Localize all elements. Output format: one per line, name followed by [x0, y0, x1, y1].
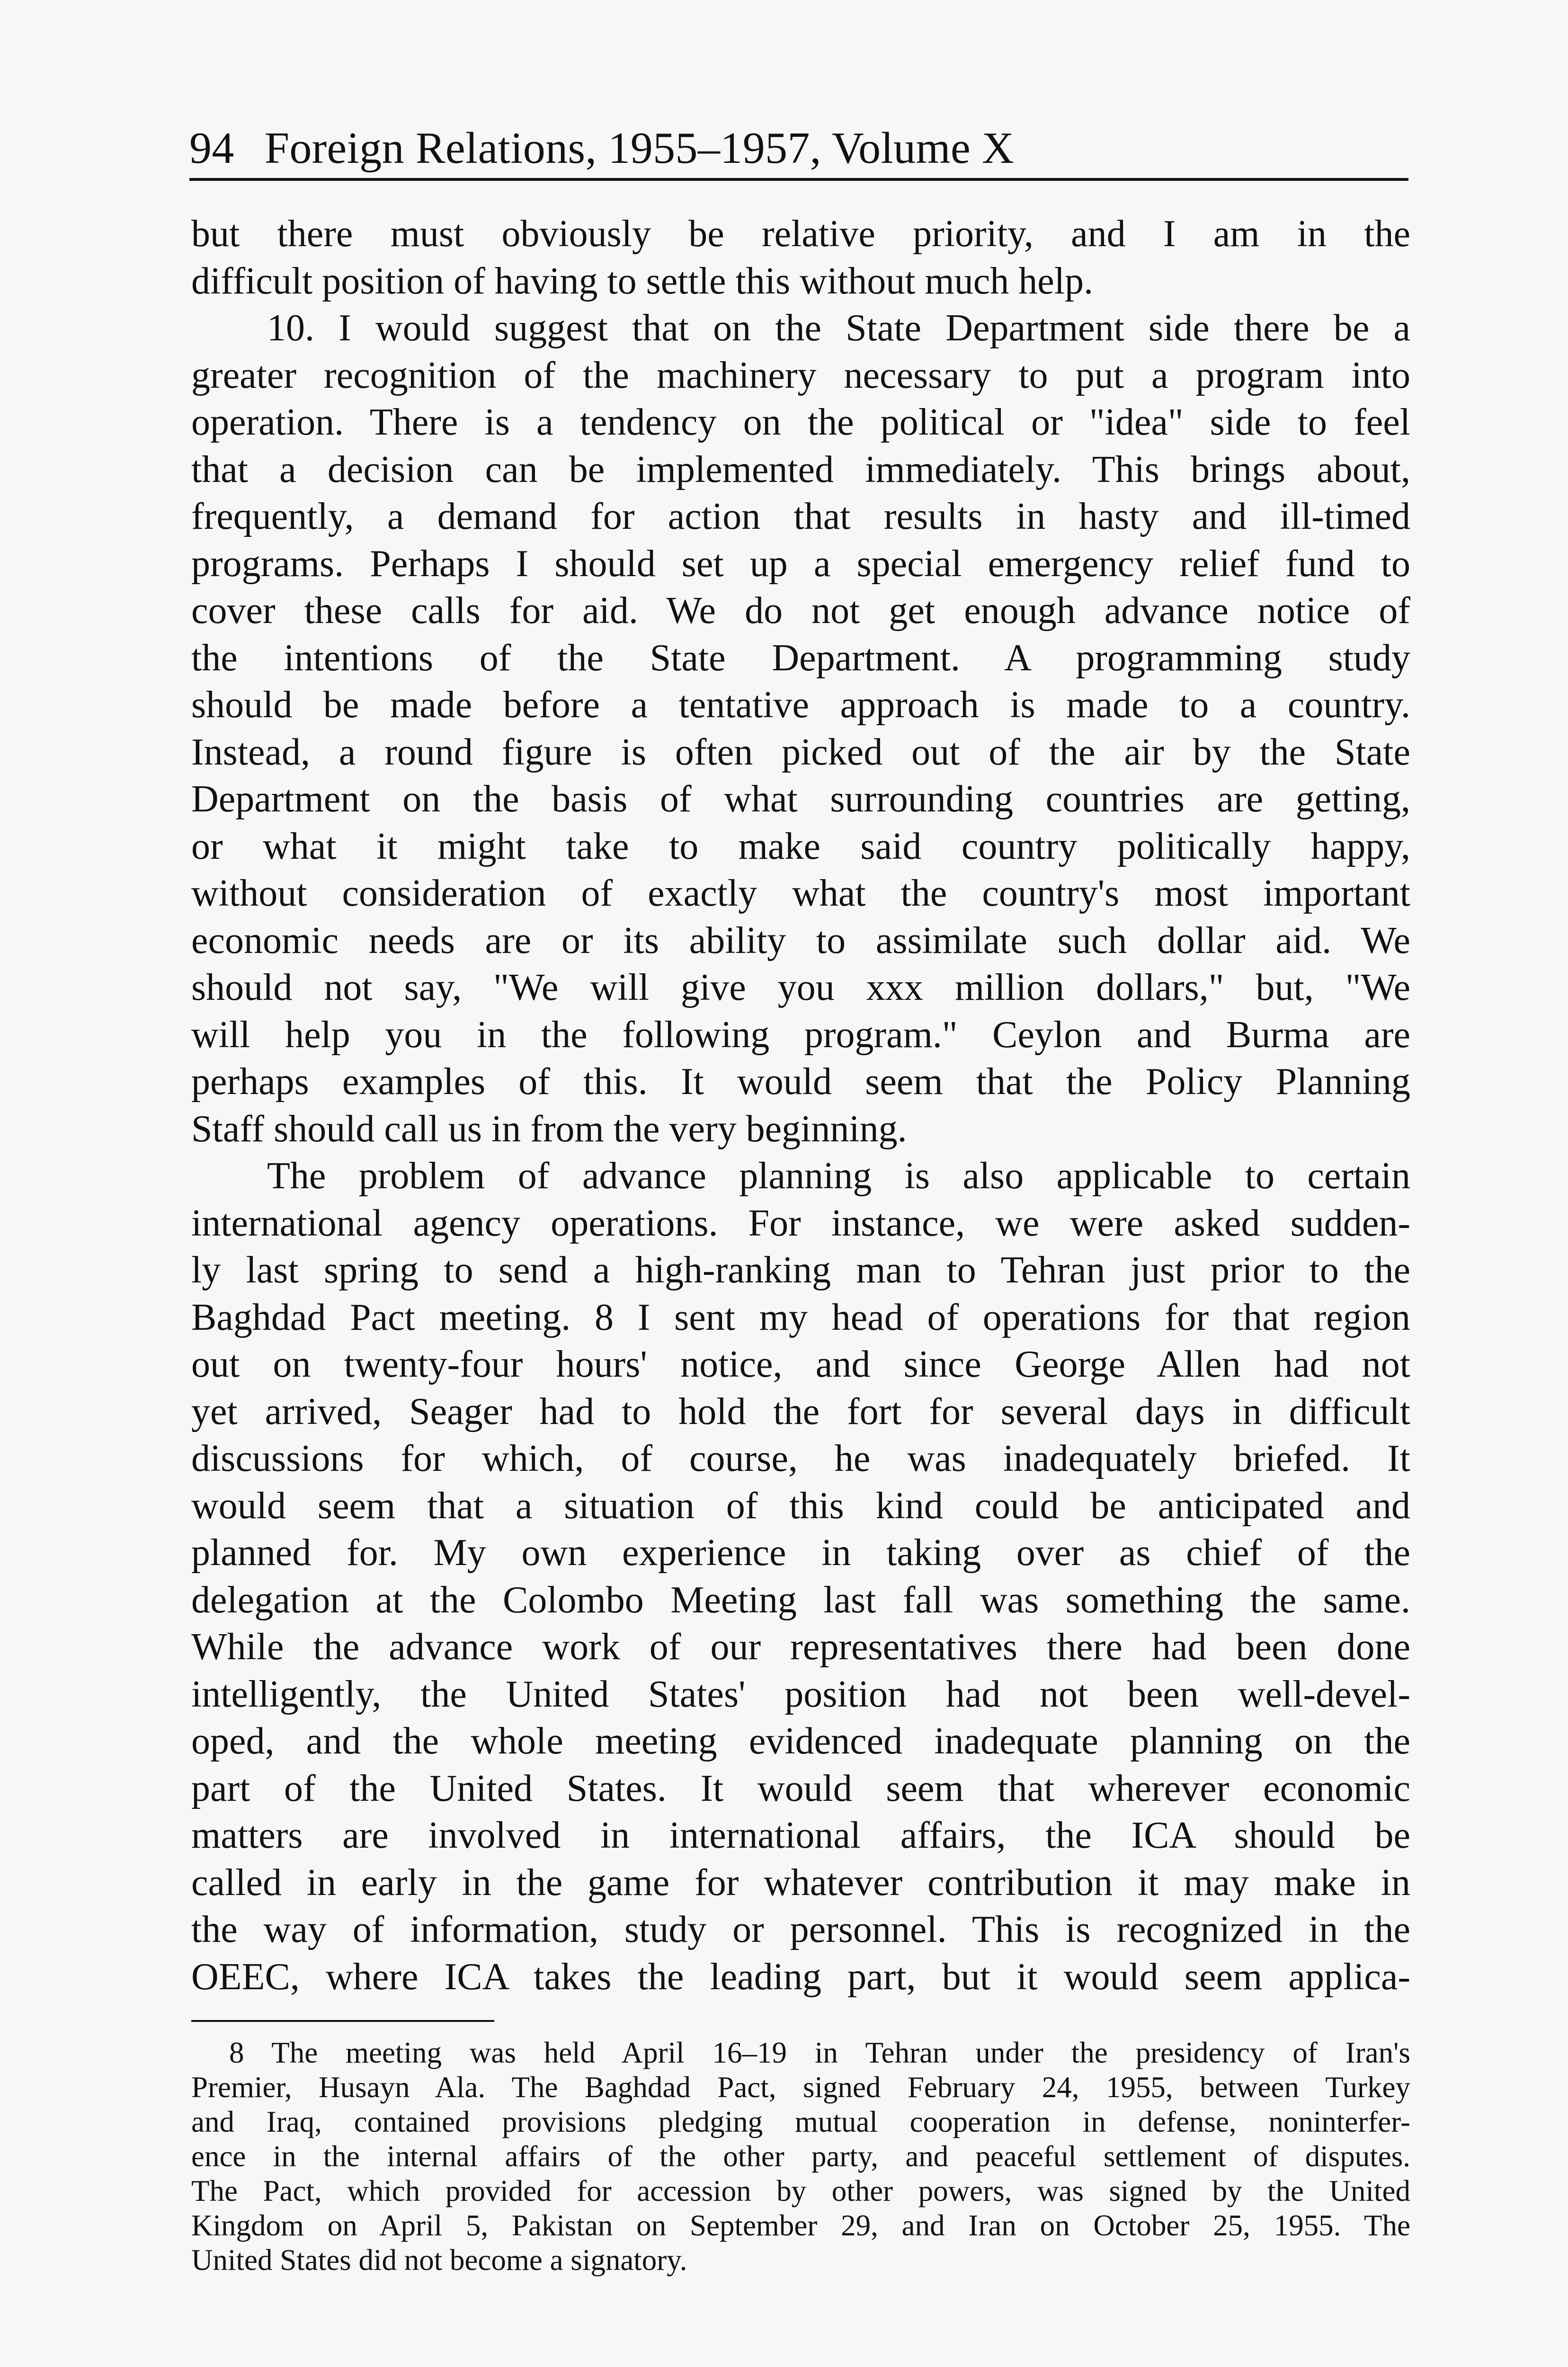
body-line: ly last spring to send a high-ranking man to Tehran just prior to the [191, 1249, 1410, 1291]
body-line: should be made before a tentative approach is made to a country. [191, 684, 1410, 726]
body-line: difficult position of having to settle this without much help. [191, 260, 1093, 302]
body-line: programs. Perhaps I should set up a special emergency relief fund to [191, 543, 1410, 585]
body-line: Instead, a round figure is often picked out of the air by the State [191, 731, 1410, 773]
body-line: The problem of advance planning is also applicable to certain [267, 1155, 1410, 1197]
body-line: international agency operations. For instance, we were asked sudden- [191, 1202, 1410, 1244]
body-line: operation. There is a tendency on the political or "idea" side to feel [191, 401, 1410, 443]
body-line: cover these calls for aid. We do not get enough advance notice of [191, 590, 1410, 632]
footnote-line: Premier, Husayn Ala. The Baghdad Pact, signed February 24, 1955, between Turkey [191, 2071, 1410, 2104]
body-line: OEEC, where ICA takes the leading part, but it would seem applica- [191, 1956, 1410, 1998]
body-line: oped, and the whole meeting evidenced inadequate planning on the [191, 1720, 1410, 1762]
footnote-line: The Pact, which provided for accession by other powers, was signed by the United [191, 2174, 1410, 2207]
body-line: called in early in the game for whatever contribution it may make in [191, 1861, 1410, 1904]
body-line: that a decision can be implemented immediately. This brings about, [191, 448, 1410, 490]
body-line: delegation at the Colombo Meeting last fall was something the same. [191, 1579, 1410, 1621]
body-line: matters are involved in international affairs, the ICA should be [191, 1815, 1410, 1856]
body-line: the intentions of the State Department. A programming study [191, 637, 1410, 679]
body-line: the way of information, study or personnel. This is recognized in the [191, 1909, 1410, 1950]
footnote [191, 2036, 1410, 2278]
running-title: Foreign Relations, 1955–1957, Volume X [264, 124, 1015, 173]
body-line: Baghdad Pact meeting. 8 I sent my head of operations for that region [191, 1296, 1410, 1338]
body-line: part of the United States. It would seem that wherever economic [191, 1767, 1410, 1809]
footnote-line: and Iraq, contained provisions pledging mutual cooperation in defense, noninterfer- [191, 2105, 1410, 2138]
body-line: should not say, "We will give you xxx million dollars," but, "We [191, 967, 1410, 1008]
body-line: without consideration of exactly what the country's most important [191, 872, 1410, 914]
footnote-divider [191, 2020, 494, 2022]
body-line: discussions for which, of course, he was inadequately briefed. It [191, 1438, 1410, 1479]
body-line: frequently, a demand for action that results in hasty and ill-timed [191, 496, 1410, 537]
body-line: perhaps examples of this. It would seem that the Policy Planning [191, 1061, 1410, 1103]
body-line: Staff should call us in from the very beginning. [191, 1108, 907, 1150]
body-line: or what it might take to make said country politically happy, [191, 825, 1410, 867]
body-line: 10. I would suggest that on the State Department side there be a [267, 307, 1410, 349]
body-line: yet arrived, Seager had to hold the fort for several days in difficult [191, 1390, 1410, 1433]
footnote-line: United States did not become a signatory. [191, 2243, 687, 2277]
body-line: intelligently, the United States' position had not been well-devel- [191, 1673, 1410, 1715]
body-line: would seem that a situation of this kind could be anticipated and [191, 1485, 1410, 1527]
footnote-line: 8 The meeting was held April 16–19 in Tehran under the presidency of Iran's [229, 2036, 1410, 2069]
main-text [191, 211, 1410, 2001]
body-line: Department on the basis of what surrounding countries are getting, [191, 778, 1410, 820]
body-line: out on twenty-four hours' notice, and since George Allen had not [191, 1344, 1410, 1385]
running-head [189, 122, 1408, 181]
body-line: economic needs are or its ability to assimilate such dollar aid. We [191, 919, 1410, 961]
body-line: will help you in the following program." Ceylon and Burma are [191, 1014, 1410, 1056]
body-line: but there must obviously be relative priority, and I am in the [191, 213, 1410, 255]
footnote-line: Kingdom on April 5, Pakistan on September 29, and Iran on October 25, 1955. The [191, 2209, 1410, 2242]
body-line: While the advance work of our representatives there had been done [191, 1626, 1410, 1668]
footnote-line: ence in the internal affairs of the other party, and peaceful settlement of disputes. [191, 2140, 1410, 2173]
page-number: 94 [189, 124, 234, 173]
body-line: planned for. My own experience in taking over as chief of the [191, 1532, 1410, 1574]
body-line: greater recognition of the machinery necessary to put a program into [191, 354, 1410, 396]
